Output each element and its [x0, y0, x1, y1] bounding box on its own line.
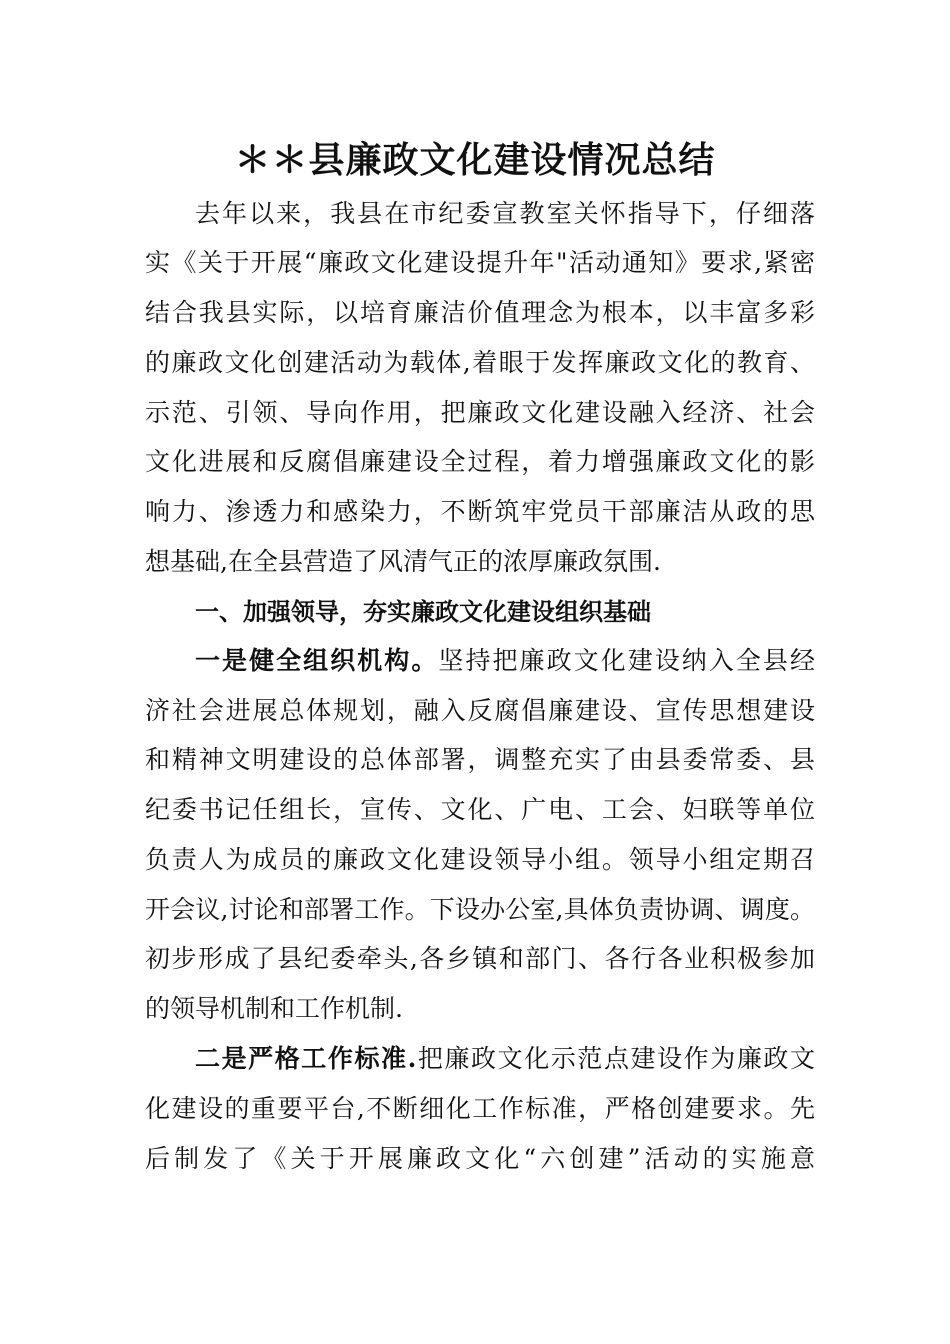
intro-line-3: 结合我县实际，以培育廉洁价值理念为根本，以丰富多彩	[145, 298, 815, 327]
item1-line-5: 负责人为成员的廉政文化建设领导小组。领导小组定期召	[145, 845, 815, 874]
item1-line-3: 和精神文明建设的总体部署，调整充实了由县委常委、县	[145, 745, 815, 774]
item1-first-rest: 坚持把廉政文化建设纳入全县经	[438, 646, 815, 675]
intro-line-5: 示范、引领、导向作用，把廉政文化建设融入经济、社会	[145, 398, 815, 427]
item1-line-8: 的领导机制和工作机制.	[145, 994, 403, 1023]
item2-first-line	[195, 1042, 815, 1076]
intro-line-6: 文化进展和反腐倡廉建设全过程，着力增强廉政文化的影	[145, 447, 815, 476]
item1-line-2: 济社会进展总体规划，融入反腐倡廉建设、宣传思想建设	[145, 696, 815, 725]
intro-line-8: 想基础,在全县营造了风清气正的浓厚廉政氛围.	[145, 547, 661, 576]
intro-line-7: 响力、渗透力和感染力，不断筑牢党员干部廉洁从政的思	[145, 497, 815, 526]
item2-line-2: 化建设的重要平台,不断细化工作标准，严格创建要求。先	[145, 1094, 815, 1123]
document-title: ＊＊县廉政文化建设情况总结	[234, 139, 716, 181]
item1-line-4: 纪委书记任组长，宣传、文化、广电、工会、妇联等单位	[145, 795, 815, 824]
item2-lead: 二是严格工作标准.	[195, 1044, 417, 1073]
intro-line-2: 实《关于开展“廉政文化建设提升年"活动通知》要求,紧密	[145, 248, 815, 277]
item2-first-rest: 把廉政文化示范点建设作为廉政文	[416, 1044, 815, 1073]
item2-line-3: 后制发了《关于开展廉政文化“六创建”活动的实施意	[145, 1144, 815, 1173]
item1-line-7: 初步形成了县纪委牵头,各乡镇和部门、各行各业积极参加	[145, 944, 815, 973]
item1-line-6: 开会议,讨论和部署工作。下设办公室,具体负责协调、调度。	[145, 895, 815, 924]
intro-line-4: 的廉政文化创建活动为载体,着眼于发挥廉政文化的教育、	[145, 348, 815, 377]
item1-first-line	[195, 644, 815, 678]
intro-line-1: 去年以来，我县在市纪委宣教室关怀指导下，仔细落	[195, 199, 815, 228]
item1-lead: 一是健全组织机构。	[195, 646, 439, 675]
section-heading: 一、加强领导，夯实廉政文化建设组织基础	[195, 598, 651, 626]
